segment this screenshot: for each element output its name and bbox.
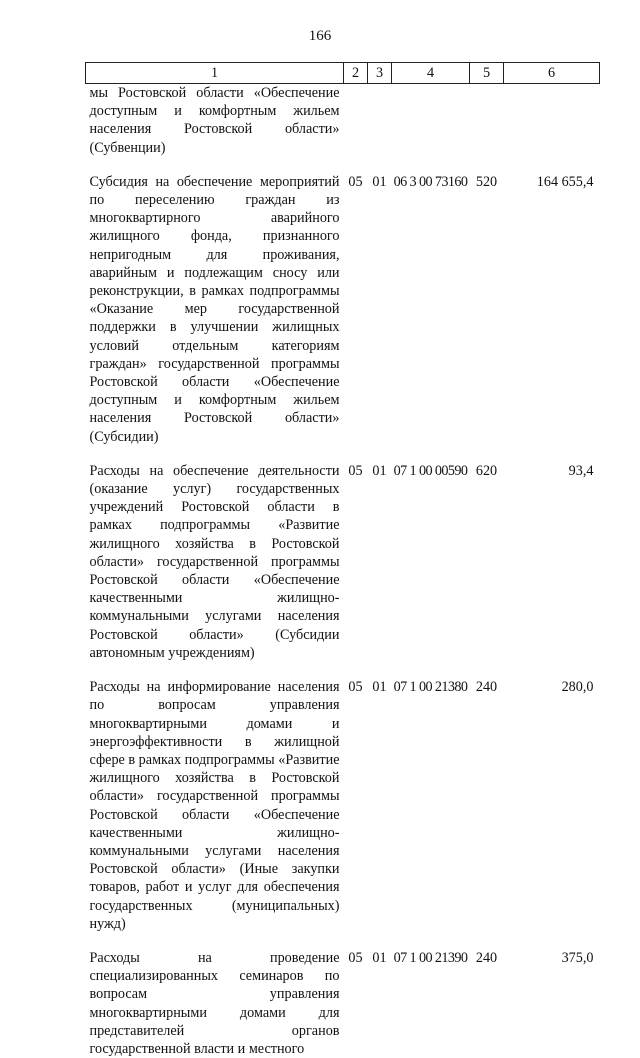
row-amount xyxy=(504,84,600,157)
row-target-code: 07 1 00 21380 xyxy=(393,679,468,696)
table-row xyxy=(86,462,600,662)
row-target-code: 07 1 00 00590 xyxy=(393,462,468,479)
row-subsection xyxy=(368,84,392,157)
row-description: мы Ростовской области «Обеспечение доступным и комфортным жильем населения Ростовской области» (Субвенции) xyxy=(89,85,340,156)
table-row xyxy=(86,949,600,1058)
table-row xyxy=(86,173,600,446)
row-description: Расходы на проведение специализированных семинаров по вопросам управления многоквартирными домами для представителей органов государственной власти и местного xyxy=(89,949,340,1057)
row-description: Расходы на обеспечение деятельности (оказание услуг) государственных учреждений Ростовской области в рамках подпрограммы «Развитие жилищного хозяйства в Ростовской области» государственной программы Ростовской области «Обеспечение качественными жилищно-коммунальными услугами населения Ростовской области» (Субсидии автономным учреждениям) xyxy=(89,462,340,661)
header-col-2: 2 xyxy=(344,63,368,84)
page-number: 166 xyxy=(308,28,332,44)
table-row xyxy=(86,84,600,157)
row-section xyxy=(344,84,368,157)
row-subsection: 01 xyxy=(372,949,387,966)
row-description: Расходы на информирование населения по вопросам управления многоквартирными домами и энергоэффективности в жилищной сфере в рамках подпрограммы «Развитие жилищного хозяйства в Ростовской области» государственной программы Ростовской области «Обеспечение качественными жилищно-коммунальными услугами населения Ростовской области» (Иные закупки товаров, работ и услуг для обеспечения государственных (муниципальных) нужд) xyxy=(89,679,340,932)
row-amount: 93,4 xyxy=(568,462,594,479)
row-target-code: 07 1 00 21390 xyxy=(393,949,468,966)
row-subsection: 01 xyxy=(372,679,387,696)
table-header-row xyxy=(86,63,600,84)
row-subsection: 01 xyxy=(372,173,387,190)
table-row xyxy=(86,678,600,933)
header-col-1: 1 xyxy=(86,63,344,84)
row-amount: 280,0 xyxy=(561,679,594,696)
row-section: 05 xyxy=(348,173,363,190)
header-col-3: 3 xyxy=(368,63,392,84)
row-subsection: 01 xyxy=(372,462,387,479)
row-target-code: 06 3 00 73160 xyxy=(393,173,468,190)
row-expense-type: 620 xyxy=(475,462,498,479)
row-amount: 375,0 xyxy=(561,949,594,966)
row-target-code xyxy=(392,84,470,157)
row-expense-type: 240 xyxy=(475,949,498,966)
row-section: 05 xyxy=(348,462,363,479)
row-section: 05 xyxy=(348,679,363,696)
row-expense-type xyxy=(470,84,504,157)
budget-table xyxy=(85,62,600,1058)
header-col-4: 4 xyxy=(392,63,470,84)
row-section: 05 xyxy=(348,949,363,966)
row-expense-type: 520 xyxy=(475,173,498,190)
header-col-5: 5 xyxy=(470,63,504,84)
row-description: Субсидия на обеспечение мероприятий по переселению граждан из многоквартирного аварийного жилищного фонда, признанного непригодным для проживания, аварийным и подлежащим сносу или реконструкции, в рамках подпрограммы «Оказание мер государственной поддержки в улучшении жилищных условий отдельным категориям граждан» государственной программы Ростовской области «Обеспечение доступным и комфортным жильем населения Ростовской области» (Субсидии) xyxy=(89,173,340,445)
row-expense-type: 240 xyxy=(475,679,498,696)
header-col-6: 6 xyxy=(504,63,600,84)
row-amount: 164 655,4 xyxy=(536,173,594,190)
